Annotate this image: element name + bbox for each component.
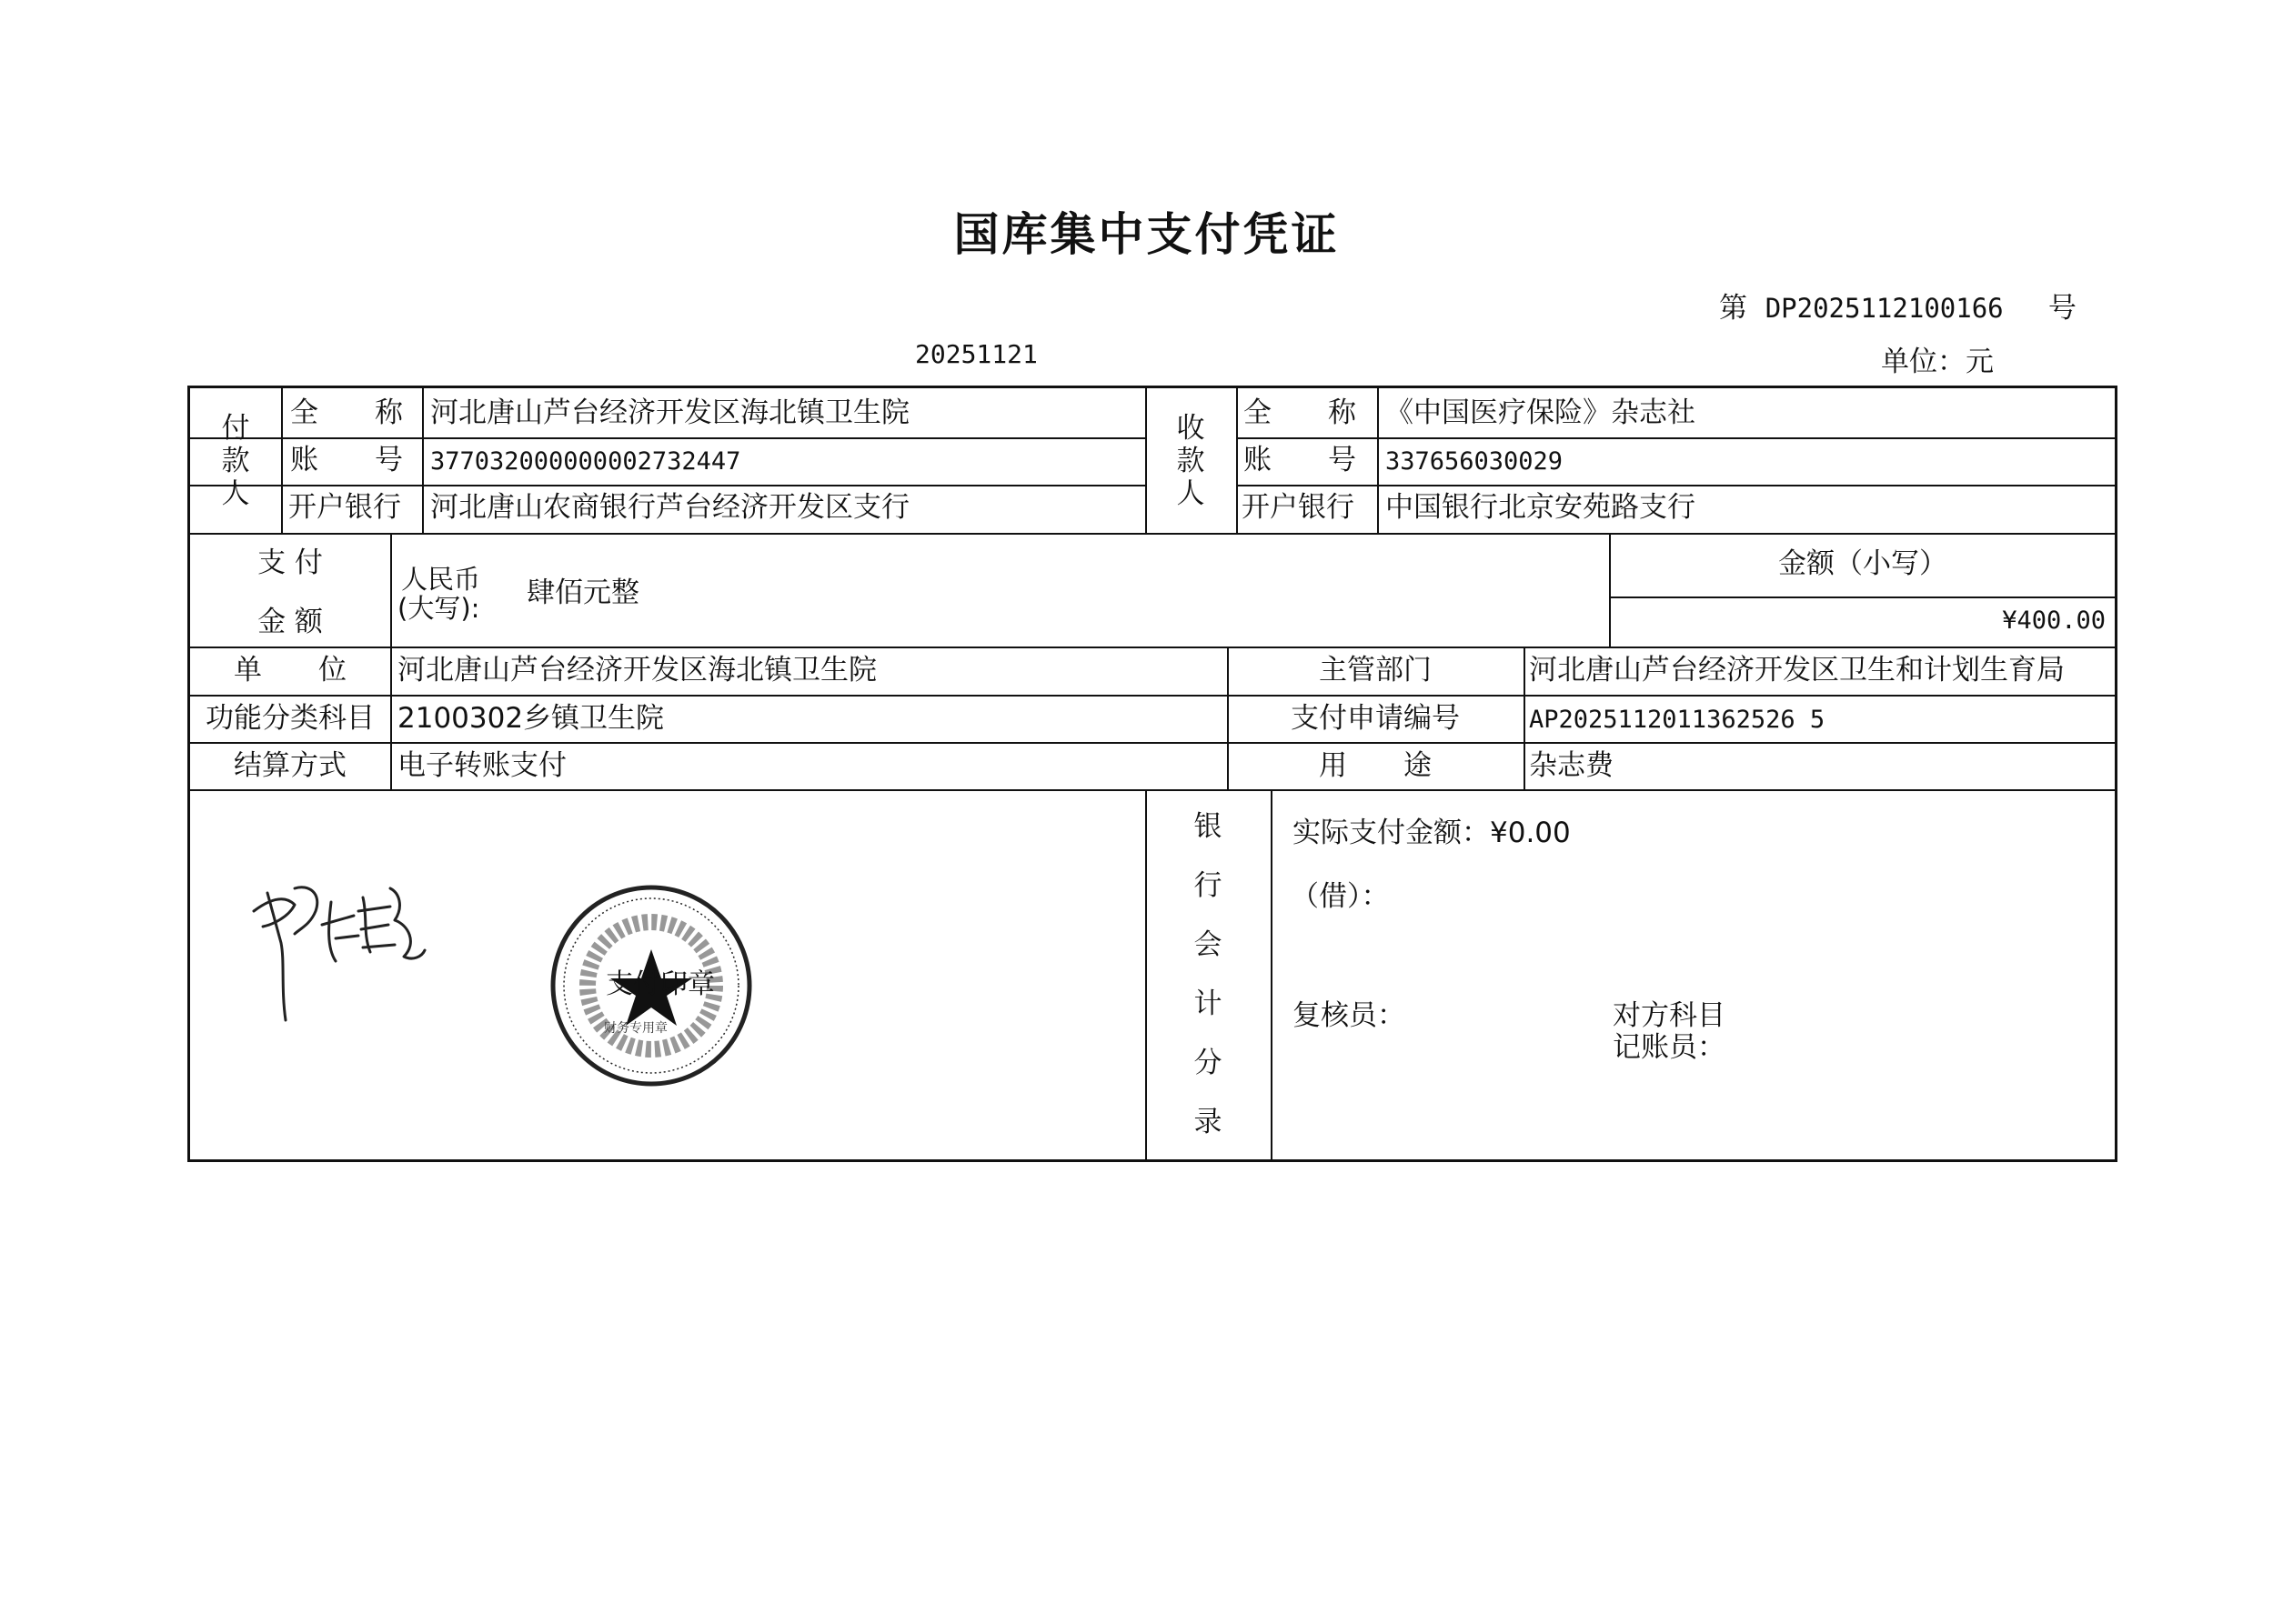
payment-amount-label-1: 支 付 — [257, 546, 323, 579]
rmb-label: 人民币 — [401, 564, 481, 595]
payee-account-label: 账 号 — [1243, 444, 1356, 476]
payer-bank-label: 开户银行 — [288, 491, 401, 524]
payment-voucher-form — [187, 386, 2117, 1162]
payee-name: 《中国医疗保险》杂志社 — [1385, 396, 1695, 429]
unit-value: 河北唐山芦台经济开发区海北镇卫生院 — [397, 654, 877, 687]
use-label: 用 途 — [1319, 749, 1432, 782]
currency-unit: 单位：元 — [1881, 346, 1994, 378]
payee-bank-label: 开户银行 — [1242, 491, 1354, 524]
reviewer-label: 复核员： — [1292, 999, 1405, 1032]
settle-label: 结算方式 — [234, 749, 347, 782]
payment-amount-label-2: 金 额 — [257, 606, 323, 638]
rmb-uppercase-label: (大写): — [397, 593, 480, 624]
bank-entry-char: 计 — [1193, 987, 1222, 1020]
use-value: 杂志费 — [1529, 749, 1614, 782]
bank-entry-char: 银 — [1193, 810, 1222, 843]
actual-paid-amount: 实际支付金额：¥0.00 — [1292, 817, 1571, 849]
bookkeeper-label: 记账员： — [1613, 1031, 1725, 1064]
voucher-number-line — [1719, 285, 2077, 326]
bank-entry-char: 分 — [1193, 1047, 1222, 1079]
payment-seal — [549, 884, 753, 1088]
payee-account: 337656030029 — [1385, 447, 1564, 476]
voucher-prefix: 第 — [1719, 292, 1747, 325]
apply-label: 支付申请编号 — [1291, 702, 1460, 735]
payee-bank: 中国银行北京安苑路支行 — [1385, 491, 1695, 524]
payee-name-label: 全 称 — [1243, 396, 1356, 429]
document-title: 国库集中支付凭证 — [953, 208, 1340, 261]
counter-subject-label: 对方科目 — [1613, 999, 1725, 1032]
payer-account: 377032000000002732447 — [430, 447, 741, 476]
bank-entry-label — [1188, 797, 1228, 1152]
amount-small: ¥400.00 — [2002, 606, 2106, 635]
amount-small-label: 金额（小写） — [1778, 547, 1947, 580]
amount-uppercase: 肆佰元整 — [527, 576, 639, 609]
func-label: 功能分类科目 — [206, 702, 375, 735]
unit-label: 单 位 — [234, 654, 347, 687]
bank-entry-char: 录 — [1193, 1106, 1222, 1138]
payer-bank: 河北唐山农商银行芦台经济开发区支行 — [430, 491, 910, 524]
func-value: 2100302乡镇卫生院 — [397, 702, 665, 735]
dept-label: 主管部门 — [1319, 654, 1432, 687]
dept-value: 河北唐山芦台经济开发区卫生和计划生育局 — [1529, 654, 2065, 687]
bank-entry-char: 行 — [1193, 869, 1222, 902]
payer-name: 河北唐山芦台经济开发区海北镇卫生院 — [430, 396, 910, 429]
bank-entry-char: 会 — [1193, 928, 1222, 961]
payer-name-label: 全 称 — [290, 396, 403, 429]
seal-label: 支付印章 — [606, 968, 715, 1000]
payer-section-label: 付款人 — [221, 412, 250, 510]
voucher-number: DP2025112100166 — [1765, 293, 2004, 324]
signature — [245, 861, 427, 1025]
debit-label: （借）： — [1291, 880, 1390, 913]
voucher-date: 20251121 — [915, 339, 1038, 369]
payer-account-label: 账 号 — [290, 444, 403, 476]
settle-value: 电子转账支付 — [397, 749, 567, 782]
voucher-suffix: 号 — [2047, 292, 2077, 325]
seal-sub-text: 财务专用章 — [604, 1021, 668, 1036]
apply-value: AP2025112011362526 5 — [1529, 706, 1825, 734]
payee-section-label: 收款人 — [1176, 412, 1205, 510]
